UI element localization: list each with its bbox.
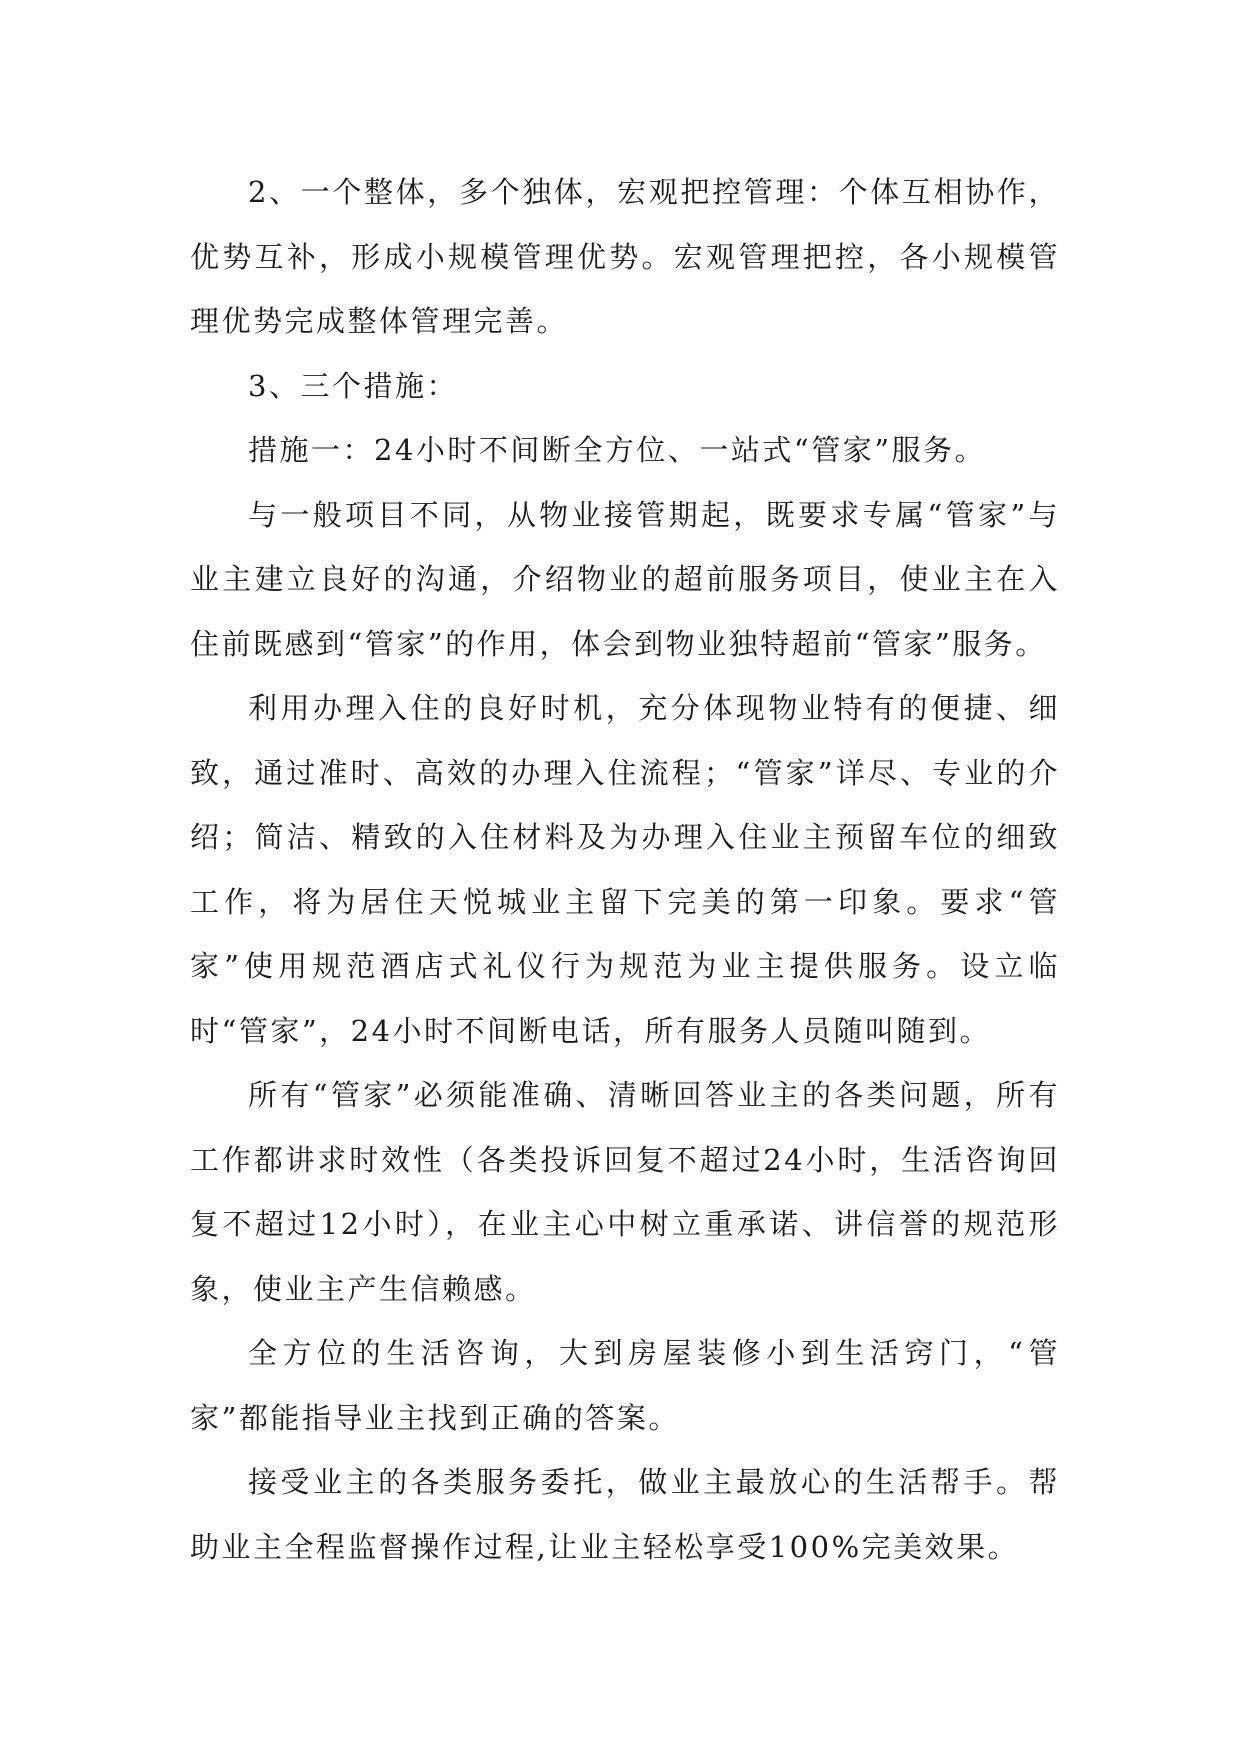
paragraph-response-time: 所有“管家”必须能准确、清晰回答业主的各类问题，所有工作都讲求时效性（各类投诉回复不超过24小时，生活咨询回复不超过12小时），在业主心中树立重承诺、讲信誉的规范形象，使业主产生信赖感。 — [190, 1078, 1060, 1306]
paragraph-move-in-process: 利用办理入住的良好时机，充分体现物业特有的便捷、细致，通过准时、高效的办理入住流程；“管家”详尽、专业的介绍；简洁、精致的入住材料及为办理入住业主预留车位的细致工作，将为居住天悦城业主留下完美的第一印象。要求“管家”使用规范酒店式礼仪行为规范为业主提供服务。设立临时“管家”，24小时不间断电话，所有服务人员随叫随到。 — [190, 691, 1060, 1048]
paragraph-three-measures-heading: 3、三个措施： — [248, 368, 458, 403]
paragraph-measure-one: 措施一：24小时不间断全方位、一站式“管家”服务。 — [248, 433, 987, 467]
paragraph-butler-communication: 与一般项目不同，从物业接管期起，既要求专属“管家”与业主建立良好的沟通，介绍物业的超前服务项目，使业主在入住前既感到“管家”的作用，体会到物业独特超前“管家”服务。 — [190, 497, 1060, 661]
paragraph-service-commission: 接受业主的各类服务委托，做业主最放心的生活帮手。帮助业主全程监督操作过程,让业主轻松享受100%完美效果。 — [190, 1465, 1060, 1564]
paragraph-overall-management: 2、一个整体，多个独体，宏观把控管理：个体互相协作，优势互补，形成小规模管理优势。宏观管理把控，各小规模管理优势完成整体管理完善。 — [190, 175, 1060, 338]
document-body — [190, 160, 1060, 1579]
paragraph-life-consulting: 全方位的生活咨询，大到房屋装修小到生活窍门，“管家”都能指导业主找到正确的答案。 — [190, 1336, 1060, 1435]
